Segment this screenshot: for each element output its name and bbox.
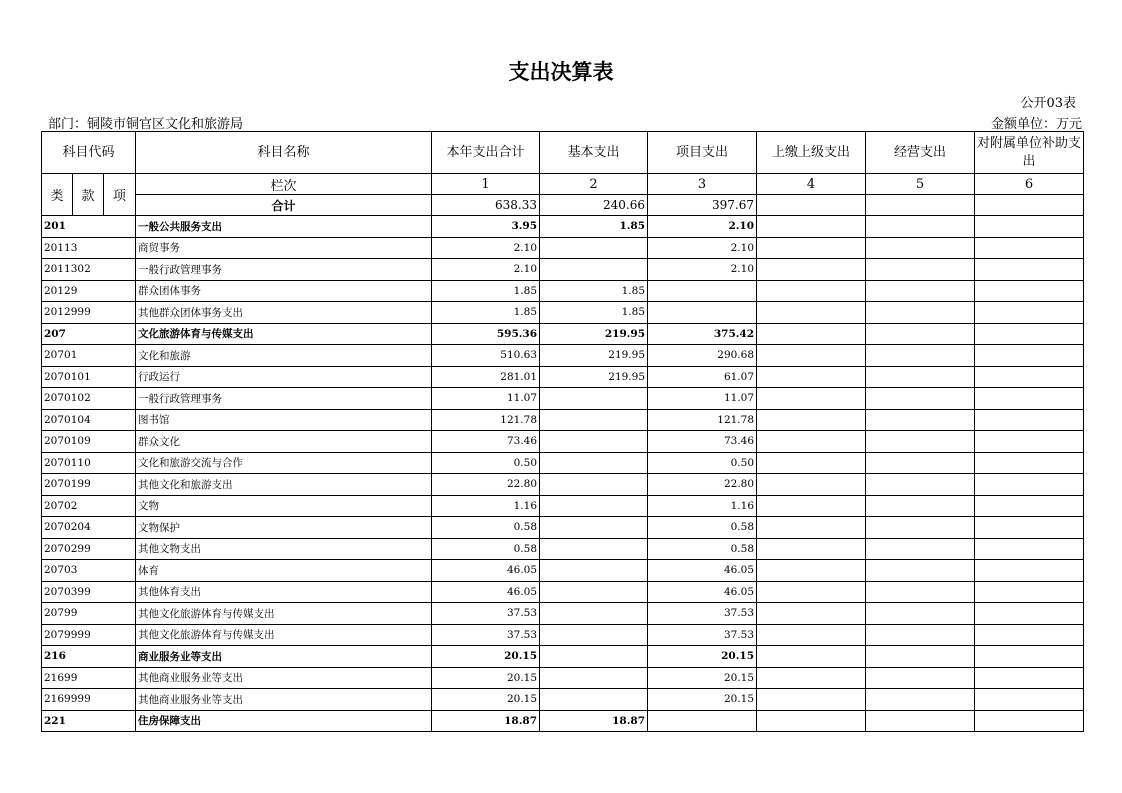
total-subsidy <box>975 195 1084 216</box>
row-business <box>866 452 975 474</box>
row-basic: 219.95 <box>540 323 648 345</box>
table-row <box>42 452 1084 474</box>
row-upper <box>757 345 866 367</box>
row-subsidy <box>975 581 1084 603</box>
row-total: 22.80 <box>432 474 540 496</box>
row-basic: 18.87 <box>540 710 648 732</box>
table-row <box>42 216 1084 238</box>
row-business <box>866 710 975 732</box>
row-name: 群众团体事务 <box>136 280 432 302</box>
row-basic: 219.95 <box>540 345 648 367</box>
row-business <box>866 280 975 302</box>
row-total: 0.58 <box>432 538 540 560</box>
row-subsidy <box>975 538 1084 560</box>
row-upper <box>757 388 866 410</box>
row-subsidy <box>975 280 1084 302</box>
table-row <box>42 237 1084 259</box>
row-business <box>866 646 975 668</box>
column-number-4: 4 <box>757 174 866 195</box>
row-code: 2169999 <box>42 689 136 711</box>
row-subsidy <box>975 624 1084 646</box>
total-label: 合计 <box>136 195 432 216</box>
row-total: 73.46 <box>432 431 540 453</box>
row-name: 其他文化旅游体育与传媒支出 <box>136 624 432 646</box>
row-basic <box>540 689 648 711</box>
row-code: 2079999 <box>42 624 136 646</box>
row-subsidy <box>975 259 1084 281</box>
row-basic <box>540 431 648 453</box>
row-code: 20129 <box>42 280 136 302</box>
row-upper <box>757 538 866 560</box>
table-row <box>42 603 1084 625</box>
column-number-2: 2 <box>540 174 648 195</box>
row-upper <box>757 517 866 539</box>
row-upper <box>757 323 866 345</box>
row-name: 其他商业服务业等支出 <box>136 667 432 689</box>
row-name: 文化和旅游 <box>136 345 432 367</box>
row-name: 一般行政管理事务 <box>136 388 432 410</box>
form-number: 公开03表 <box>1020 96 1076 111</box>
row-subsidy <box>975 323 1084 345</box>
header-xiang: 项 <box>104 174 136 216</box>
table-row <box>42 323 1084 345</box>
total-business <box>866 195 975 216</box>
row-business <box>866 667 975 689</box>
row-total: 37.53 <box>432 624 540 646</box>
row-name: 商业服务业等支出 <box>136 646 432 668</box>
row-total: 0.58 <box>432 517 540 539</box>
row-basic <box>540 603 648 625</box>
row-total: 37.53 <box>432 603 540 625</box>
table-row <box>42 366 1084 388</box>
table-row <box>42 689 1084 711</box>
row-project: 2.10 <box>648 259 757 281</box>
row-project: 37.53 <box>648 624 757 646</box>
table-row <box>42 538 1084 560</box>
table-row <box>42 280 1084 302</box>
row-business <box>866 302 975 324</box>
row-basic <box>540 452 648 474</box>
row-code: 2012999 <box>42 302 136 324</box>
header-basic: 基本支出 <box>540 132 648 174</box>
row-business <box>866 366 975 388</box>
header-lanci: 栏次 <box>136 174 432 195</box>
row-project: 20.15 <box>648 689 757 711</box>
row-basic <box>540 409 648 431</box>
row-subsidy <box>975 452 1084 474</box>
header-upper: 上缴上级支出 <box>757 132 866 174</box>
row-project: 22.80 <box>648 474 757 496</box>
row-code: 20703 <box>42 560 136 582</box>
row-code: 20799 <box>42 603 136 625</box>
row-basic <box>540 495 648 517</box>
expenditure-table <box>41 131 1084 732</box>
row-code: 2011302 <box>42 259 136 281</box>
row-business <box>866 624 975 646</box>
row-basic <box>540 560 648 582</box>
row-code: 221 <box>42 710 136 732</box>
row-upper <box>757 431 866 453</box>
row-project: 37.53 <box>648 603 757 625</box>
row-name: 其他体育支出 <box>136 581 432 603</box>
row-project: 46.05 <box>648 560 757 582</box>
row-project: 290.68 <box>648 345 757 367</box>
table-row <box>42 259 1084 281</box>
row-basic <box>540 237 648 259</box>
table-row <box>42 474 1084 496</box>
header-kuan: 款 <box>73 174 104 216</box>
row-subsidy <box>975 603 1084 625</box>
row-subsidy <box>975 560 1084 582</box>
row-total: 18.87 <box>432 710 540 732</box>
total-project: 397.67 <box>648 195 757 216</box>
row-subsidy <box>975 431 1084 453</box>
row-subsidy <box>975 237 1084 259</box>
table-row <box>42 409 1084 431</box>
row-total: 11.07 <box>432 388 540 410</box>
row-code: 216 <box>42 646 136 668</box>
row-business <box>866 259 975 281</box>
row-code: 2070204 <box>42 517 136 539</box>
table-row <box>42 667 1084 689</box>
column-number-5: 5 <box>866 174 975 195</box>
row-code: 2070104 <box>42 409 136 431</box>
row-project: 61.07 <box>648 366 757 388</box>
row-upper <box>757 603 866 625</box>
row-total: 20.15 <box>432 646 540 668</box>
total-basic: 240.66 <box>540 195 648 216</box>
row-total: 3.95 <box>432 216 540 238</box>
row-name: 商贸事务 <box>136 237 432 259</box>
table-row <box>42 581 1084 603</box>
header-total: 本年支出合计 <box>432 132 540 174</box>
row-project: 375.42 <box>648 323 757 345</box>
table-row <box>42 495 1084 517</box>
row-name: 其他文化旅游体育与传媒支出 <box>136 603 432 625</box>
row-project <box>648 710 757 732</box>
row-project: 0.58 <box>648 538 757 560</box>
total-upper <box>757 195 866 216</box>
unit-label: 金额单位：万元 <box>990 117 1082 132</box>
row-name: 其他商业服务业等支出 <box>136 689 432 711</box>
row-business <box>866 323 975 345</box>
row-subsidy <box>975 409 1084 431</box>
row-subsidy <box>975 302 1084 324</box>
row-project: 46.05 <box>648 581 757 603</box>
row-total: 2.10 <box>432 237 540 259</box>
row-upper <box>757 237 866 259</box>
row-project: 2.10 <box>648 237 757 259</box>
department-label: 部门：铜陵市铜官区文化和旅游局 <box>48 117 244 132</box>
row-upper <box>757 667 866 689</box>
row-business <box>866 409 975 431</box>
row-code: 2070109 <box>42 431 136 453</box>
table-row <box>42 646 1084 668</box>
row-business <box>866 237 975 259</box>
row-upper <box>757 452 866 474</box>
row-upper <box>757 474 866 496</box>
row-total: 0.50 <box>432 452 540 474</box>
header-code: 科目代码 <box>42 132 136 174</box>
row-name: 一般行政管理事务 <box>136 259 432 281</box>
row-total: 1.16 <box>432 495 540 517</box>
row-basic <box>540 474 648 496</box>
row-name: 图书馆 <box>136 409 432 431</box>
table-row <box>42 624 1084 646</box>
row-project: 121.78 <box>648 409 757 431</box>
row-name: 住房保障支出 <box>136 710 432 732</box>
row-basic <box>540 624 648 646</box>
row-name: 文化和旅游交流与合作 <box>136 452 432 474</box>
total-sum: 638.33 <box>432 195 540 216</box>
table-row <box>42 388 1084 410</box>
row-upper <box>757 689 866 711</box>
column-number-1: 1 <box>432 174 540 195</box>
row-business <box>866 345 975 367</box>
row-upper <box>757 259 866 281</box>
row-total: 20.15 <box>432 667 540 689</box>
row-business <box>866 388 975 410</box>
row-business <box>866 474 975 496</box>
row-total: 20.15 <box>432 689 540 711</box>
row-code: 2070101 <box>42 366 136 388</box>
row-basic <box>540 646 648 668</box>
row-total: 121.78 <box>432 409 540 431</box>
row-code: 2070110 <box>42 452 136 474</box>
row-project <box>648 302 757 324</box>
row-subsidy <box>975 667 1084 689</box>
row-total: 1.85 <box>432 280 540 302</box>
page-title: 支出决算表 <box>508 60 614 84</box>
row-business <box>866 581 975 603</box>
row-code: 21699 <box>42 667 136 689</box>
row-subsidy <box>975 689 1084 711</box>
row-name: 行政运行 <box>136 366 432 388</box>
row-subsidy <box>975 495 1084 517</box>
row-code: 20701 <box>42 345 136 367</box>
row-upper <box>757 409 866 431</box>
row-total: 46.05 <box>432 560 540 582</box>
header-lei: 类 <box>42 174 73 216</box>
header-business: 经营支出 <box>866 132 975 174</box>
row-subsidy <box>975 216 1084 238</box>
row-name: 其他文化和旅游支出 <box>136 474 432 496</box>
row-subsidy <box>975 517 1084 539</box>
row-basic: 1.85 <box>540 216 648 238</box>
header-subsidy: 对附属单位补助支出 <box>975 132 1084 174</box>
row-name: 群众文化 <box>136 431 432 453</box>
table-row <box>42 560 1084 582</box>
row-business <box>866 538 975 560</box>
row-code: 207 <box>42 323 136 345</box>
header-name: 科目名称 <box>136 132 432 174</box>
row-code: 2070299 <box>42 538 136 560</box>
column-number-6: 6 <box>975 174 1084 195</box>
row-total: 281.01 <box>432 366 540 388</box>
row-business <box>866 689 975 711</box>
row-project: 73.46 <box>648 431 757 453</box>
header-project: 项目支出 <box>648 132 757 174</box>
row-name: 体育 <box>136 560 432 582</box>
row-upper <box>757 495 866 517</box>
table-row <box>42 517 1084 539</box>
row-subsidy <box>975 345 1084 367</box>
row-code: 2070199 <box>42 474 136 496</box>
row-project: 11.07 <box>648 388 757 410</box>
row-subsidy <box>975 646 1084 668</box>
row-subsidy <box>975 388 1084 410</box>
table-row <box>42 710 1084 732</box>
row-basic <box>540 581 648 603</box>
row-business <box>866 495 975 517</box>
row-code: 2070399 <box>42 581 136 603</box>
row-upper <box>757 710 866 732</box>
row-basic: 219.95 <box>540 366 648 388</box>
row-name: 文化旅游体育与传媒支出 <box>136 323 432 345</box>
row-total: 1.85 <box>432 302 540 324</box>
row-project: 2.10 <box>648 216 757 238</box>
row-total: 46.05 <box>432 581 540 603</box>
row-upper <box>757 581 866 603</box>
row-business <box>866 216 975 238</box>
row-name: 其他文物支出 <box>136 538 432 560</box>
row-total: 510.63 <box>432 345 540 367</box>
row-project: 1.16 <box>648 495 757 517</box>
row-upper <box>757 624 866 646</box>
row-basic <box>540 259 648 281</box>
row-basic <box>540 517 648 539</box>
row-total: 595.36 <box>432 323 540 345</box>
row-project: 0.58 <box>648 517 757 539</box>
row-upper <box>757 216 866 238</box>
row-project: 20.15 <box>648 667 757 689</box>
row-upper <box>757 366 866 388</box>
row-subsidy <box>975 710 1084 732</box>
row-basic <box>540 388 648 410</box>
row-upper <box>757 280 866 302</box>
row-business <box>866 517 975 539</box>
row-code: 20702 <box>42 495 136 517</box>
row-total: 2.10 <box>432 259 540 281</box>
row-basic: 1.85 <box>540 280 648 302</box>
row-name: 其他群众团体事务支出 <box>136 302 432 324</box>
row-basic: 1.85 <box>540 302 648 324</box>
row-upper <box>757 302 866 324</box>
row-name: 文物 <box>136 495 432 517</box>
row-project: 20.15 <box>648 646 757 668</box>
row-name: 一般公共服务支出 <box>136 216 432 238</box>
row-upper <box>757 646 866 668</box>
row-code: 20113 <box>42 237 136 259</box>
row-name: 文物保护 <box>136 517 432 539</box>
row-basic <box>540 667 648 689</box>
row-subsidy <box>975 366 1084 388</box>
row-project: 0.50 <box>648 452 757 474</box>
table-row <box>42 431 1084 453</box>
column-number-3: 3 <box>648 174 757 195</box>
row-subsidy <box>975 474 1084 496</box>
row-business <box>866 431 975 453</box>
row-code: 201 <box>42 216 136 238</box>
table-row <box>42 302 1084 324</box>
table-row <box>42 345 1084 367</box>
row-basic <box>540 538 648 560</box>
row-business <box>866 603 975 625</box>
row-code: 2070102 <box>42 388 136 410</box>
row-business <box>866 560 975 582</box>
row-project <box>648 280 757 302</box>
row-upper <box>757 560 866 582</box>
